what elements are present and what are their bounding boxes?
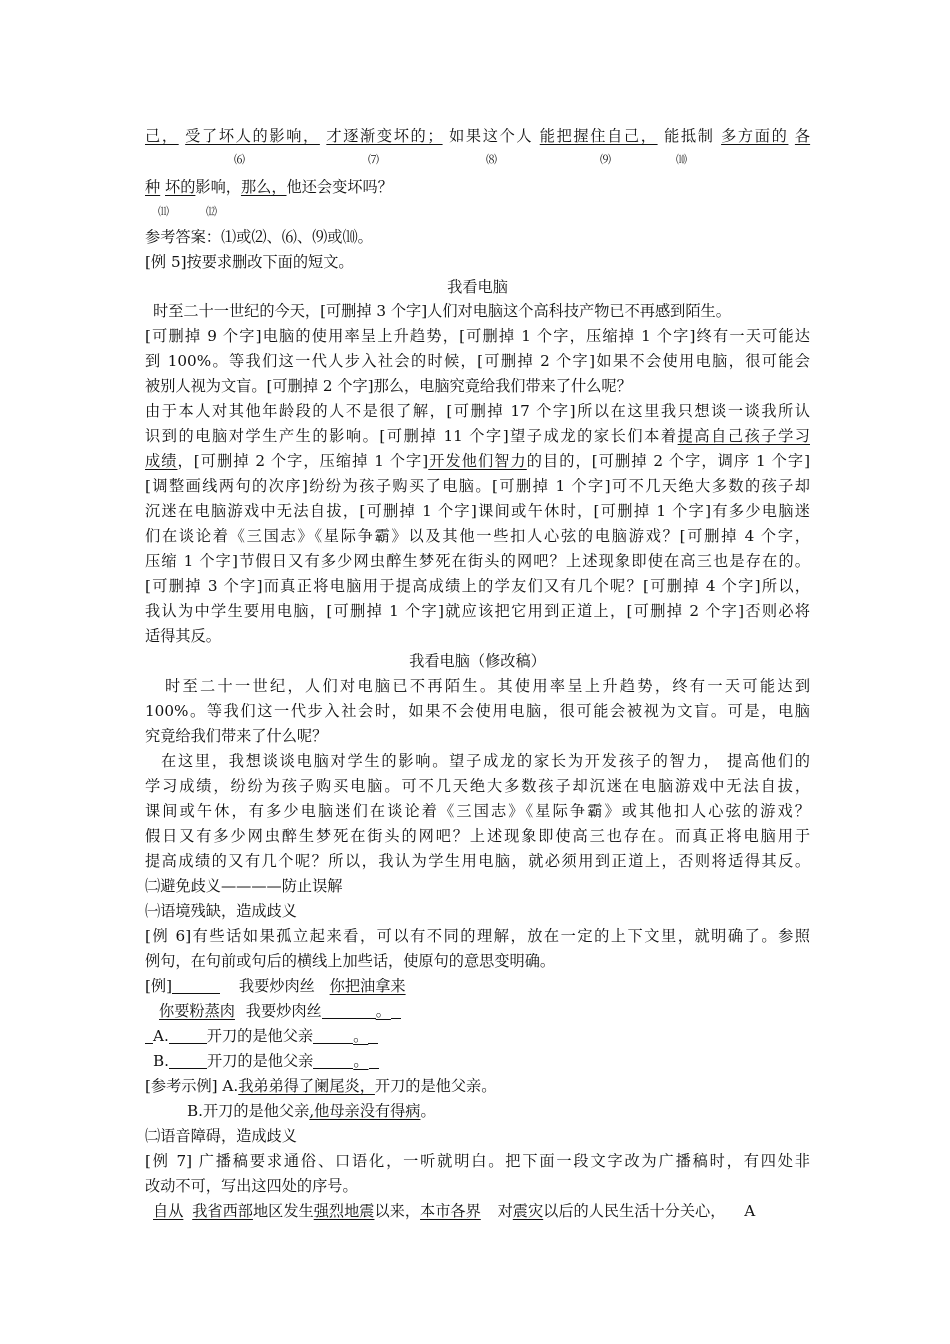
underlined-phrase: 提高自己孩子学习 [677,427,810,445]
text-span: 对 [497,1202,513,1220]
marker-number: ⑼ [600,153,611,166]
revised-line: 学习成绩，纷纷为孩子购买电脑。可不几天绝大多数孩子却沉迷在电脑游戏中无法自拔， [145,777,810,795]
underlined-phrase: 我弟弟得了阑尾炎， [238,1077,375,1095]
text-span: 影响， [195,178,241,196]
underlined-phrase: 。 [375,1002,391,1020]
marker-number: ⑺ [368,153,379,166]
revised-line: 提高成绩的又有几个呢？所以，我认为学生用电脑，就必须用到正道上，否则将适得其反。 [145,852,810,870]
underlined-phrase: 我省西部 [192,1202,253,1220]
marker-number: ⑾ [158,205,169,218]
essay-line: 由于本人对其他年龄段的人不是很了解，[可删掉 17 个字]所以在这里我只想谈一谈我所认 [145,402,810,420]
text-span: 开刀的是他父亲 [206,1027,314,1045]
essay-line: [可删掉 3 个字]而真正将电脑用于提高成绩上的学友们又有几个呢？[可删掉 4 个字]所以， [145,577,810,595]
reference-answer: 参考答案：⑴或⑵、⑹、⑼或⑽。 [145,228,373,246]
marker-number: ⑻ [486,153,497,166]
underlined-phrase: 受了坏人的影响， [185,127,320,145]
example-sentence [145,1000,824,1022]
text-span: [参考示例] A. [145,1077,239,1095]
underlined-phrase: 己， [145,127,179,145]
revised-line: 课间或午休，有多少电脑迷们在谈论着《三国志》《星际争霸》或其他扣人心弦的游戏？ [145,802,810,820]
section-heading: ㈡避免歧义————防止误解 [145,877,343,895]
revised-line: 在这里，我想谈谈电脑对学生的影响。望子成龙的家长为开发孩子的智力， 提高他们的 [161,752,810,770]
underlined-phrase: 你把油拿来 [329,977,406,995]
text-span: 开刀的是他父亲 [207,1052,314,1070]
text-span: ，[可删掉 2 个字，压缩掉 1 个字] [177,452,429,470]
underlined-phrase: 成绩 [145,452,178,470]
essay-line: 被别人视为文盲。[可删掉 2 个字]那么，电脑究竟给我们带来了什么呢？ [145,377,632,395]
exercise-b [145,1050,818,1072]
marker-number: ⑹ [234,153,245,166]
essay-line: 们在谈论着《三国志》《星际争霸》以及其他一些扣人心弦的电脑游戏？[可删掉 4 个字， [145,527,810,545]
example-7-line: 改动不可，写出这四处的序号。 [145,1177,358,1195]
essay-line: 适得其反。 [145,627,221,645]
underlined-phrase: 本市各界 [420,1202,481,1220]
revised-title: 我看电脑（修改稿） [409,652,546,670]
underlined-phrase: 。 [353,1027,369,1045]
essay-line: 压缩 1 个字]节假日又有多少网虫醉生梦死在街头的网吧？上述现象即使在高三也是存在的。 [145,552,810,570]
text-span: 我要炒肉丝 [245,1002,322,1020]
reference-example [145,1075,810,1097]
underlined-phrase: 。 [353,1052,369,1070]
fill-blank [391,1002,401,1019]
essay-line: 到 100%。等我们这一代人步入社会的时候，[可删掉 2 个字]如果不会使用电脑，很可能会 [145,352,810,370]
revised-line: 时至二十一世纪，人们对电脑已不再陌生。其使用率呈上升趋势，终有一天可能达到 [165,677,810,695]
underlined-phrase: 能把握住自己， [539,127,658,145]
text-span: 他还会变坏吗？ [286,178,393,196]
text-span: B.开刀的是他父亲 [187,1102,310,1120]
underlined-phrase: 各 [794,127,811,145]
underlined-phrase: 开发他们智力 [428,452,527,470]
underlined-phrase: 你要粉蒸肉 [159,1002,235,1020]
fill-blank [169,1027,207,1044]
underlined-phrase: 坏的 [165,178,196,196]
exercise-a [145,1025,810,1047]
text-span: 我要炒肉丝 [238,977,315,995]
underlined-phrase: 那么， [240,178,287,196]
subsection-heading: ㈠语境残缺，造成歧义 [145,902,297,920]
essay-line: 我认为中学生要用电脑，[可删掉 1 个字]就应该把它用到正道上，[可删掉 2 个字]否则必将 [145,602,810,620]
text-span: 以来， [374,1202,421,1220]
essay-line: [可删掉 9 个字]电脑的使用率呈上升趋势，[可删掉 1 个字，压缩掉 1 个字]终有一天可能达 [145,327,810,345]
fill-blank [313,1027,353,1044]
underlined-phrase: 强烈地震 [313,1202,375,1220]
revised-line: 100%。等我们这一代步入社会时，如果不会使用电脑，很可能会被视为文盲。可是，电脑 [145,702,810,720]
underlined-phrase: ,他母亲没有得病 [309,1102,421,1120]
essay-line [145,425,810,447]
text-span: 地区发生 [252,1202,314,1220]
example-5-heading: [例 5]按要求删改下面的短文。 [145,253,354,271]
underlined-phrase: 震灾 [512,1202,544,1220]
example-6-line: 例句，在句前或句后的横线上加些话，使原句的意思变明确。 [145,952,556,970]
text-span: 开刀的是他父亲。 [374,1077,497,1095]
marker-number: ⑿ [206,205,217,218]
text-span: 的目的，[可删掉 2 个字，调序 1 个字] [526,452,811,470]
marker-number: ⑽ [676,153,687,166]
essay-title: 我看电脑 [447,278,508,296]
subsection-heading: ㈡语音障碍，造成歧义 [145,1127,297,1145]
example-label: [例] [145,977,173,995]
essay-line: 时至二十一世纪的今天，[可删掉 3 个字]人们对电脑这个高科技产物已不再感到陌生。 [153,302,731,320]
text-span: 。 [420,1102,436,1120]
text-span: 识到的电脑对学生产生的影响。[可删掉 11 个字]望子成龙的家长们本着 [145,427,678,445]
underlined-phrase: 种 [145,178,161,196]
option-label: A. [153,1027,169,1045]
example-sentence [145,975,810,997]
fill-blank [369,1052,379,1069]
fill-blank [322,1002,376,1019]
underlined-phrase: 多方面的 [721,127,789,145]
text-span: A [744,1202,756,1220]
reference-example [145,1100,852,1122]
revised-line: 假日又有多少网虫醉生梦死在街头的网吧？上述现象即使高三也存在。而真正将电脑用于 [145,827,810,845]
text-span: 能抵制 [664,127,715,145]
text-line [145,176,810,198]
example-7-line: [例 7] 广播稿要求通俗、口语化，一听就明白。把下面一段文字改为广播稿时，有四处非 [145,1152,810,1170]
essay-line [145,450,810,472]
text-span: 如果这个人 [449,127,534,145]
essay-line: [调整画线两句的次序]纷纷为孩子购买了电脑。[可删掉 1 个字]可不几天绝大多数的孩子却 [145,477,810,495]
fill-blank [145,1027,153,1044]
underlined-phrase: 才逐渐变坏的； [326,127,443,145]
fill-blank [368,1027,378,1044]
option-label: B. [153,1052,169,1070]
fill-blank [172,977,220,994]
essay-line: 沉迷在电脑游戏中无法自拔，[可删掉 1 个字]课间或午休时，[可删掉 1 个字]有多少电脑迷 [145,502,810,520]
text-line [145,125,810,147]
exercise-sentence [145,1200,810,1222]
text-span: 以后的人民生活十分关心， [543,1202,726,1220]
fill-blank [169,1052,207,1069]
revised-line: 究竟给我们带来了什么呢？ [145,727,328,745]
fill-blank [313,1052,353,1069]
underlined-phrase: 自从 [153,1202,184,1220]
example-6-line: [例 6]有些话如果孤立起来看，可以有不同的理解，放在一定的上下文里，就明确了。参照 [145,927,810,945]
